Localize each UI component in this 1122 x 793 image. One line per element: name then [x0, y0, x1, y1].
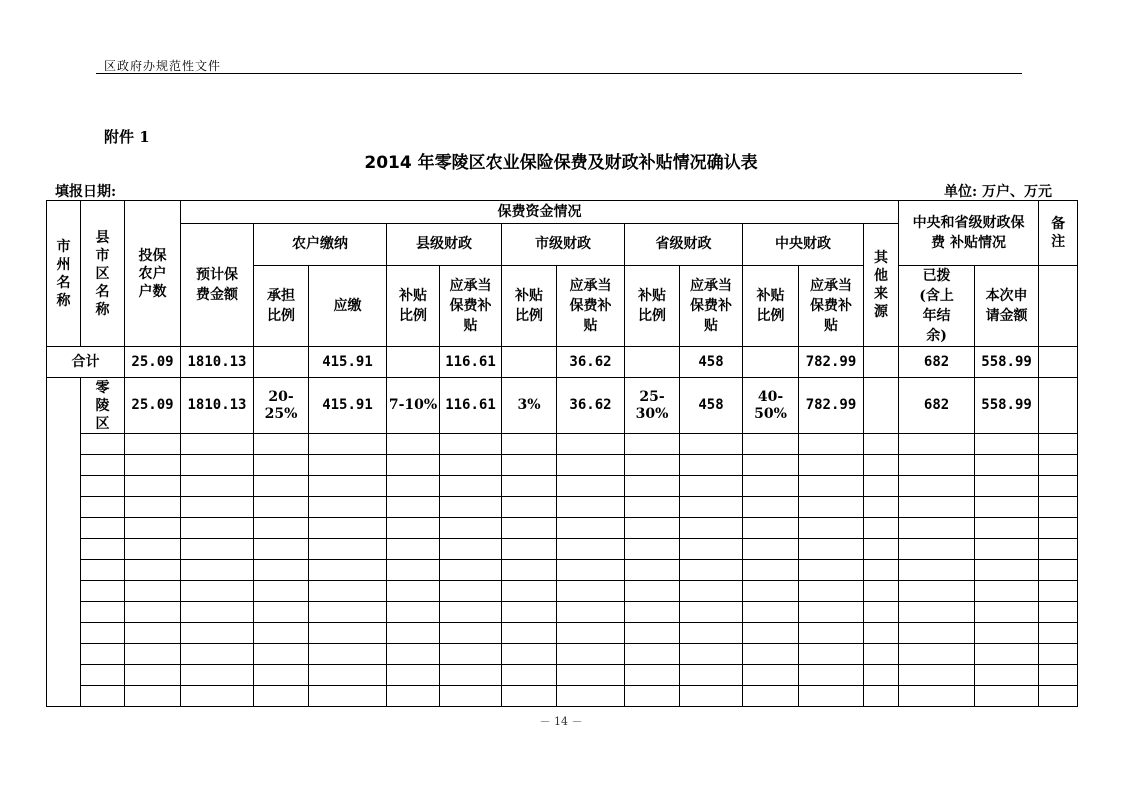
row-farmer-pay: 415.91: [309, 378, 387, 434]
table-row: [47, 378, 1078, 434]
blank-row: [47, 560, 1078, 581]
blank-row: [47, 623, 1078, 644]
header-rule: [96, 73, 1022, 74]
col-header-remarks: 备注: [1039, 201, 1078, 266]
page-title: 2014 年零陵区农业保险保费及财政补贴情况确认表: [364, 153, 758, 173]
blank-row: [47, 539, 1078, 560]
row-households: 25.09: [125, 378, 181, 434]
total-city: 36.62: [557, 347, 625, 378]
fill-date-label: 填报日期:: [55, 184, 117, 200]
total-premium: 1810.13: [181, 347, 254, 378]
col-header-prov-finance: 省级财政: [625, 224, 743, 266]
total-farmer-pay: 415.91: [309, 347, 387, 378]
row-premium: 1810.13: [181, 378, 254, 434]
header-text: 区政府办规范性文件: [104, 59, 222, 73]
blank-row: [47, 665, 1078, 686]
blank-row: [47, 581, 1078, 602]
col-header-county: 县市区名称: [81, 201, 125, 347]
col-header-county-should-bear: 应承当保费补贴: [440, 266, 502, 347]
row-city-ratio: 3%: [502, 378, 557, 434]
blank-row: [47, 497, 1078, 518]
col-header-city-finance: 市级财政: [502, 224, 625, 266]
total-allocated: 682: [899, 347, 975, 378]
blank-row: [47, 644, 1078, 665]
col-header-premium-group: 保费资金情况: [181, 201, 899, 224]
city-cell: [47, 378, 81, 707]
attachment-label: 附件 1: [104, 128, 150, 146]
col-header-city-should-bear: 应承当保费补贴: [557, 266, 625, 347]
col-header-prov-ratio: 补贴比例: [625, 266, 680, 347]
blank-row: [47, 476, 1078, 497]
row-prov-ratio: 25-30%: [625, 378, 680, 434]
total-row: [47, 347, 1078, 378]
county-name: 零陵区: [81, 378, 125, 434]
col-header-county-finance: 县级财政: [387, 224, 502, 266]
row-city-amt: 36.62: [557, 378, 625, 434]
col-header-this-apply: 本次申请金额: [975, 266, 1039, 347]
row-county-ratio: 7-10%: [387, 378, 440, 434]
row-allocated: 682: [899, 378, 975, 434]
blank-row: [47, 455, 1078, 476]
row-prov-amt: 458: [680, 378, 743, 434]
col-header-central-finance: 中央财政: [743, 224, 864, 266]
total-apply: 558.99: [975, 347, 1039, 378]
col-header-prov-should-bear: 应承当保费补贴: [680, 266, 743, 347]
col-header-farmer-should-pay: 应缴: [309, 266, 387, 347]
row-farmer-ratio: 20-25%: [254, 378, 309, 434]
confirmation-table: [46, 200, 1078, 707]
col-header-households: 投保农户户数: [125, 201, 181, 347]
col-header-est-premium: 预计保费金额: [181, 224, 254, 347]
col-header-other-source: 其他来源: [864, 224, 899, 347]
col-header-remarks-blank: [1039, 266, 1078, 347]
page-number: － 14 －: [539, 715, 583, 728]
blank-row: [47, 518, 1078, 539]
col-header-city-ratio: 补贴比例: [502, 266, 557, 347]
col-header-central-prov-subsidy: 中央和省级财政保费 补贴情况: [899, 201, 1039, 266]
total-households: 25.09: [125, 347, 181, 378]
total-prov: 458: [680, 347, 743, 378]
row-apply: 558.99: [975, 378, 1039, 434]
blank-row: [47, 686, 1078, 707]
total-label: 合计: [47, 347, 125, 378]
row-central-ratio: 40-50%: [743, 378, 799, 434]
col-header-city: 市州名称: [47, 201, 81, 347]
total-county: 116.61: [440, 347, 502, 378]
total-central: 782.99: [799, 347, 864, 378]
col-header-allocated: 已拨(含上年结余): [899, 266, 975, 347]
col-header-farmer-pay: 农户缴纳: [254, 224, 387, 266]
col-header-central-should-bear: 应承当保费补贴: [799, 266, 864, 347]
row-central-amt: 782.99: [799, 378, 864, 434]
blank-row: [47, 602, 1078, 623]
col-header-county-ratio: 补贴比例: [387, 266, 440, 347]
unit-label: 单位: 万户、万元: [943, 184, 1052, 200]
col-header-farmer-ratio: 承担比例: [254, 266, 309, 347]
row-county-amt: 116.61: [440, 378, 502, 434]
blank-row: [47, 434, 1078, 455]
col-header-central-ratio: 补贴比例: [743, 266, 799, 347]
